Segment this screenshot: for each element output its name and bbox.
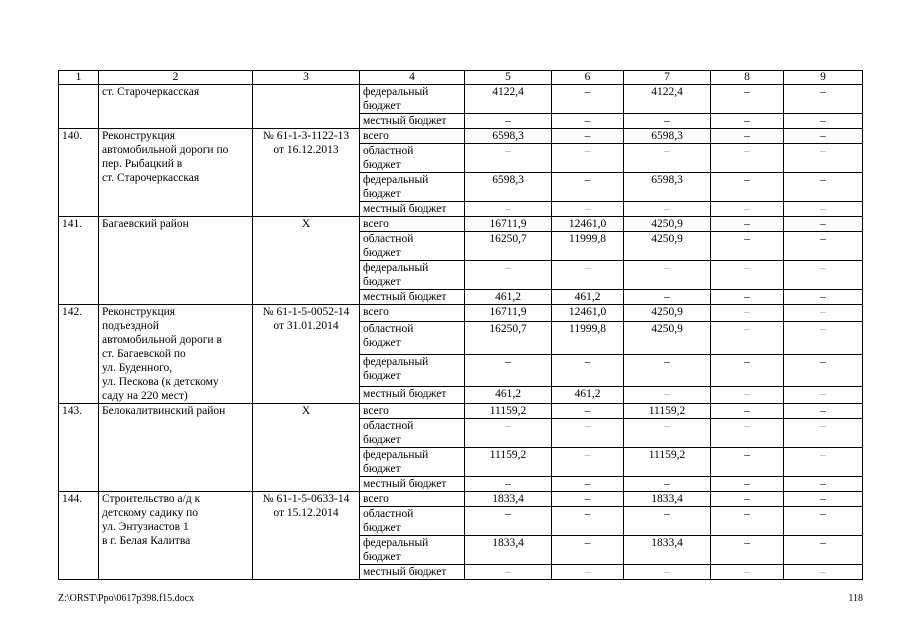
amount-cell: – (784, 232, 863, 261)
object-name (99, 217, 253, 305)
file-path: Z:\ORST\Ppo\0617p398.f15.docx (58, 593, 195, 604)
amount-cell: – (711, 565, 784, 580)
funding-source-line: бюджет (363, 463, 401, 475)
amount-cell: – (552, 129, 624, 144)
object-name-line: ул. Пескова (к детскому (102, 376, 219, 388)
amount-cell: – (465, 202, 552, 217)
amount-cell: – (711, 232, 784, 261)
document-ref-line: Х (301, 218, 311, 230)
object-name-line: пер. Рыбацкий в (102, 158, 183, 170)
amount-cell: – (711, 114, 784, 129)
funding-source-line: бюджет (363, 247, 401, 259)
funding-source (360, 404, 465, 419)
amount-cell: 11159,2 (624, 404, 711, 419)
funding-source (360, 129, 465, 144)
funding-source-line: всего (363, 306, 389, 318)
budget-table (58, 70, 863, 580)
funding-source (360, 354, 465, 387)
amount-cell: 461,2 (465, 387, 552, 404)
table-row (59, 129, 863, 144)
amount-cell: – (711, 404, 784, 419)
amount-cell: 11159,2 (624, 448, 711, 477)
amount-cell: – (711, 305, 784, 322)
object-name-line: ст. Старочеркасская (102, 172, 200, 184)
amount-cell: – (784, 536, 863, 565)
amount-cell: 6598,3 (465, 129, 552, 144)
object-name (99, 404, 253, 492)
object-name (99, 492, 253, 580)
funding-source (360, 232, 465, 261)
amount-cell: – (552, 448, 624, 477)
amount-cell: – (711, 477, 784, 492)
amount-cell: – (784, 305, 863, 322)
funding-source-line: федеральный (363, 537, 429, 549)
amount-cell: 4250,9 (624, 232, 711, 261)
funding-source-line: федеральный (363, 355, 429, 368)
funding-source (360, 321, 465, 354)
amount-cell: – (624, 261, 711, 290)
table-row (59, 492, 863, 507)
amount-cell: – (711, 202, 784, 217)
funding-source (360, 144, 465, 173)
funding-source (360, 85, 465, 114)
funding-source (360, 419, 465, 448)
amount-cell: 461,2 (552, 387, 624, 404)
document-ref-line: № 61-1-5-0633-14 (262, 493, 350, 505)
table-row (59, 404, 863, 419)
amount-cell: – (711, 387, 784, 404)
funding-source (360, 536, 465, 565)
funding-source-line: местный бюджет (363, 478, 447, 490)
column-header: 4 (360, 71, 465, 85)
funding-source-line: областной (363, 322, 414, 335)
amount-cell: – (624, 387, 711, 404)
document-ref-line: от 15.12.2014 (273, 507, 339, 519)
amount-cell: – (784, 387, 863, 404)
amount-cell: – (552, 173, 624, 202)
amount-cell: 11159,2 (465, 448, 552, 477)
amount-cell: 12461,0 (552, 305, 624, 322)
amount-cell: – (552, 507, 624, 536)
funding-source (360, 217, 465, 232)
amount-cell: – (784, 419, 863, 448)
amount-cell: – (711, 419, 784, 448)
amount-cell: – (552, 114, 624, 129)
page-number: 118 (848, 593, 863, 604)
amount-cell: – (711, 129, 784, 144)
object-name-line: ст. Багаевской по (102, 348, 186, 360)
funding-source-line: федеральный (363, 262, 429, 274)
amount-cell: 4122,4 (465, 85, 552, 114)
document-ref (253, 85, 360, 129)
amount-cell: – (465, 354, 552, 387)
column-header: 8 (711, 71, 784, 85)
object-name-line: Реконструкция (102, 130, 176, 142)
amount-cell: – (552, 354, 624, 387)
amount-cell: – (465, 507, 552, 536)
funding-source-line: бюджет (363, 434, 401, 446)
funding-source-line: областной (363, 508, 414, 520)
amount-cell: 12461,0 (552, 217, 624, 232)
funding-source-line: областной (363, 233, 414, 245)
amount-cell: 1833,4 (624, 536, 711, 565)
funding-source (360, 114, 465, 129)
funding-source-line: всего (363, 493, 389, 505)
funding-source-line: областной (363, 420, 414, 432)
funding-source-line: бюджет (363, 100, 401, 112)
amount-cell: – (465, 565, 552, 580)
table-row (59, 305, 863, 322)
column-header: 5 (465, 71, 552, 85)
funding-source-line: федеральный (363, 174, 429, 186)
amount-cell: – (784, 492, 863, 507)
amount-cell: – (711, 492, 784, 507)
object-name-line: в г. Белая Калитва (102, 535, 191, 547)
amount-cell: – (624, 202, 711, 217)
document-ref (253, 404, 360, 492)
amount-cell: 16250,7 (465, 232, 552, 261)
funding-source (360, 202, 465, 217)
amount-cell: – (784, 565, 863, 580)
entry-number: 142. (59, 305, 99, 404)
amount-cell: – (711, 261, 784, 290)
amount-cell: – (624, 354, 711, 387)
column-header: 6 (552, 71, 624, 85)
amount-cell: – (711, 354, 784, 387)
entry-number: 143. (59, 404, 99, 492)
amount-cell: – (624, 114, 711, 129)
amount-cell: – (465, 419, 552, 448)
object-name-line: ул. Энтузиастов 1 (102, 521, 189, 533)
table-row (59, 85, 863, 114)
object-name-line: Строительство а/д к (102, 493, 201, 505)
amount-cell: – (624, 565, 711, 580)
funding-source-line: федеральный (363, 449, 429, 461)
amount-cell: – (552, 202, 624, 217)
object-name-line: Белокалитвинский район (102, 405, 226, 417)
amount-cell: – (784, 217, 863, 232)
document-ref (253, 305, 360, 404)
amount-cell: – (784, 173, 863, 202)
amount-cell: 1833,4 (465, 492, 552, 507)
document-ref-line: № 61-1-5-0052-14 (262, 306, 350, 318)
funding-source (360, 507, 465, 536)
funding-source-line: бюджет (363, 188, 401, 200)
funding-source (360, 261, 465, 290)
amount-cell: – (552, 536, 624, 565)
object-name-line: автомобильной дороги в (102, 334, 222, 346)
amount-cell: – (784, 448, 863, 477)
object-name-line: ул. Буденного, (102, 362, 173, 374)
funding-source-line: федеральный (363, 86, 429, 98)
column-number-row (59, 71, 863, 85)
document-ref (253, 217, 360, 305)
amount-cell: – (784, 354, 863, 387)
amount-cell: 6598,3 (624, 129, 711, 144)
amount-cell: – (552, 419, 624, 448)
document-ref-line: от 16.12.2013 (273, 144, 339, 156)
amount-cell: – (711, 290, 784, 305)
column-header: 3 (253, 71, 360, 85)
funding-source-line: всего (363, 405, 389, 417)
amount-cell: 6598,3 (465, 173, 552, 202)
funding-source-line: бюджет (363, 522, 401, 534)
amount-cell: – (624, 507, 711, 536)
funding-source-line: местный бюджет (363, 291, 447, 303)
amount-cell: – (552, 565, 624, 580)
funding-source-line: бюджет (363, 159, 401, 171)
amount-cell: – (784, 507, 863, 536)
amount-cell: – (552, 477, 624, 492)
funding-source (360, 565, 465, 580)
amount-cell: – (552, 85, 624, 114)
amount-cell: – (465, 477, 552, 492)
funding-source-line: областной (363, 145, 414, 157)
amount-cell: – (711, 85, 784, 114)
document-ref (253, 129, 360, 217)
document-ref-line: от 31.01.2014 (273, 320, 339, 332)
amount-cell: – (784, 261, 863, 290)
amount-cell: 1833,4 (624, 492, 711, 507)
column-header: 9 (784, 71, 863, 85)
funding-source-line: бюджет (363, 369, 401, 382)
amount-cell: – (552, 492, 624, 507)
amount-cell: – (784, 129, 863, 144)
object-name-line: ст. Старочеркасская (102, 86, 200, 98)
column-header: 1 (59, 71, 99, 85)
amount-cell: – (784, 114, 863, 129)
amount-cell: 11999,8 (552, 321, 624, 354)
amount-cell: – (465, 261, 552, 290)
funding-source (360, 448, 465, 477)
amount-cell: 1833,4 (465, 536, 552, 565)
amount-cell: – (784, 144, 863, 173)
amount-cell: – (784, 85, 863, 114)
object-name-line: саду на 220 мест) (102, 390, 188, 402)
funding-source-line: местный бюджет (363, 115, 447, 127)
amount-cell: 4250,9 (624, 305, 711, 322)
amount-cell: 16711,9 (465, 305, 552, 322)
amount-cell: – (624, 144, 711, 173)
funding-source-line: бюджет (363, 276, 401, 288)
funding-source-line: всего (363, 130, 389, 142)
funding-source-line: бюджет (363, 551, 401, 563)
amount-cell: – (784, 404, 863, 419)
amount-cell: 6598,3 (624, 173, 711, 202)
amount-cell: – (552, 404, 624, 419)
amount-cell: 11159,2 (465, 404, 552, 419)
entry-number: 141. (59, 217, 99, 305)
column-header: 7 (624, 71, 711, 85)
amount-cell: – (711, 448, 784, 477)
amount-cell: – (711, 144, 784, 173)
amount-cell: – (711, 173, 784, 202)
entry-number (59, 85, 99, 129)
entry-number: 144. (59, 492, 99, 580)
amount-cell: 461,2 (465, 290, 552, 305)
funding-source (360, 173, 465, 202)
funding-source-line: местный бюджет (363, 203, 447, 215)
funding-source-line: местный бюджет (363, 388, 447, 401)
document-ref-line: Х (301, 405, 311, 417)
object-name (99, 305, 253, 404)
amount-cell: – (711, 507, 784, 536)
object-name (99, 85, 253, 129)
amount-cell: – (784, 477, 863, 492)
amount-cell: – (711, 536, 784, 565)
amount-cell: – (465, 114, 552, 129)
amount-cell: – (465, 144, 552, 173)
amount-cell: – (784, 321, 863, 354)
amount-cell: 16711,9 (465, 217, 552, 232)
amount-cell: 11999,8 (552, 232, 624, 261)
amount-cell: 4250,9 (624, 321, 711, 354)
amount-cell: – (711, 217, 784, 232)
funding-source (360, 492, 465, 507)
funding-source (360, 387, 465, 404)
amount-cell: – (711, 321, 784, 354)
amount-cell: – (784, 202, 863, 217)
amount-cell: 16250,7 (465, 321, 552, 354)
table-body (59, 71, 863, 580)
funding-source-line: местный бюджет (363, 566, 447, 578)
funding-source (360, 290, 465, 305)
amount-cell: – (624, 290, 711, 305)
funding-source-line: всего (363, 218, 389, 230)
document-ref (253, 492, 360, 580)
funding-source-line: бюджет (363, 336, 401, 349)
document-ref-line: № 61-1-3-1122-13 (262, 130, 350, 142)
object-name-line: автомобильной дороги по (102, 144, 229, 156)
amount-cell: 461,2 (552, 290, 624, 305)
amount-cell: – (624, 419, 711, 448)
object-name-line: подъездной (102, 320, 159, 332)
object-name-line: Багаевский район (102, 218, 189, 230)
object-name (99, 129, 253, 217)
amount-cell: 4250,9 (624, 217, 711, 232)
amount-cell: 4122,4 (624, 85, 711, 114)
column-header: 2 (99, 71, 253, 85)
object-name-line: детскому садику по (102, 507, 198, 519)
entry-number: 140. (59, 129, 99, 217)
amount-cell: – (552, 261, 624, 290)
object-name-line: Реконструкция (102, 306, 176, 318)
funding-source (360, 477, 465, 492)
table-row (59, 217, 863, 232)
amount-cell: – (624, 477, 711, 492)
funding-source (360, 305, 465, 322)
amount-cell: – (552, 144, 624, 173)
amount-cell: – (784, 290, 863, 305)
